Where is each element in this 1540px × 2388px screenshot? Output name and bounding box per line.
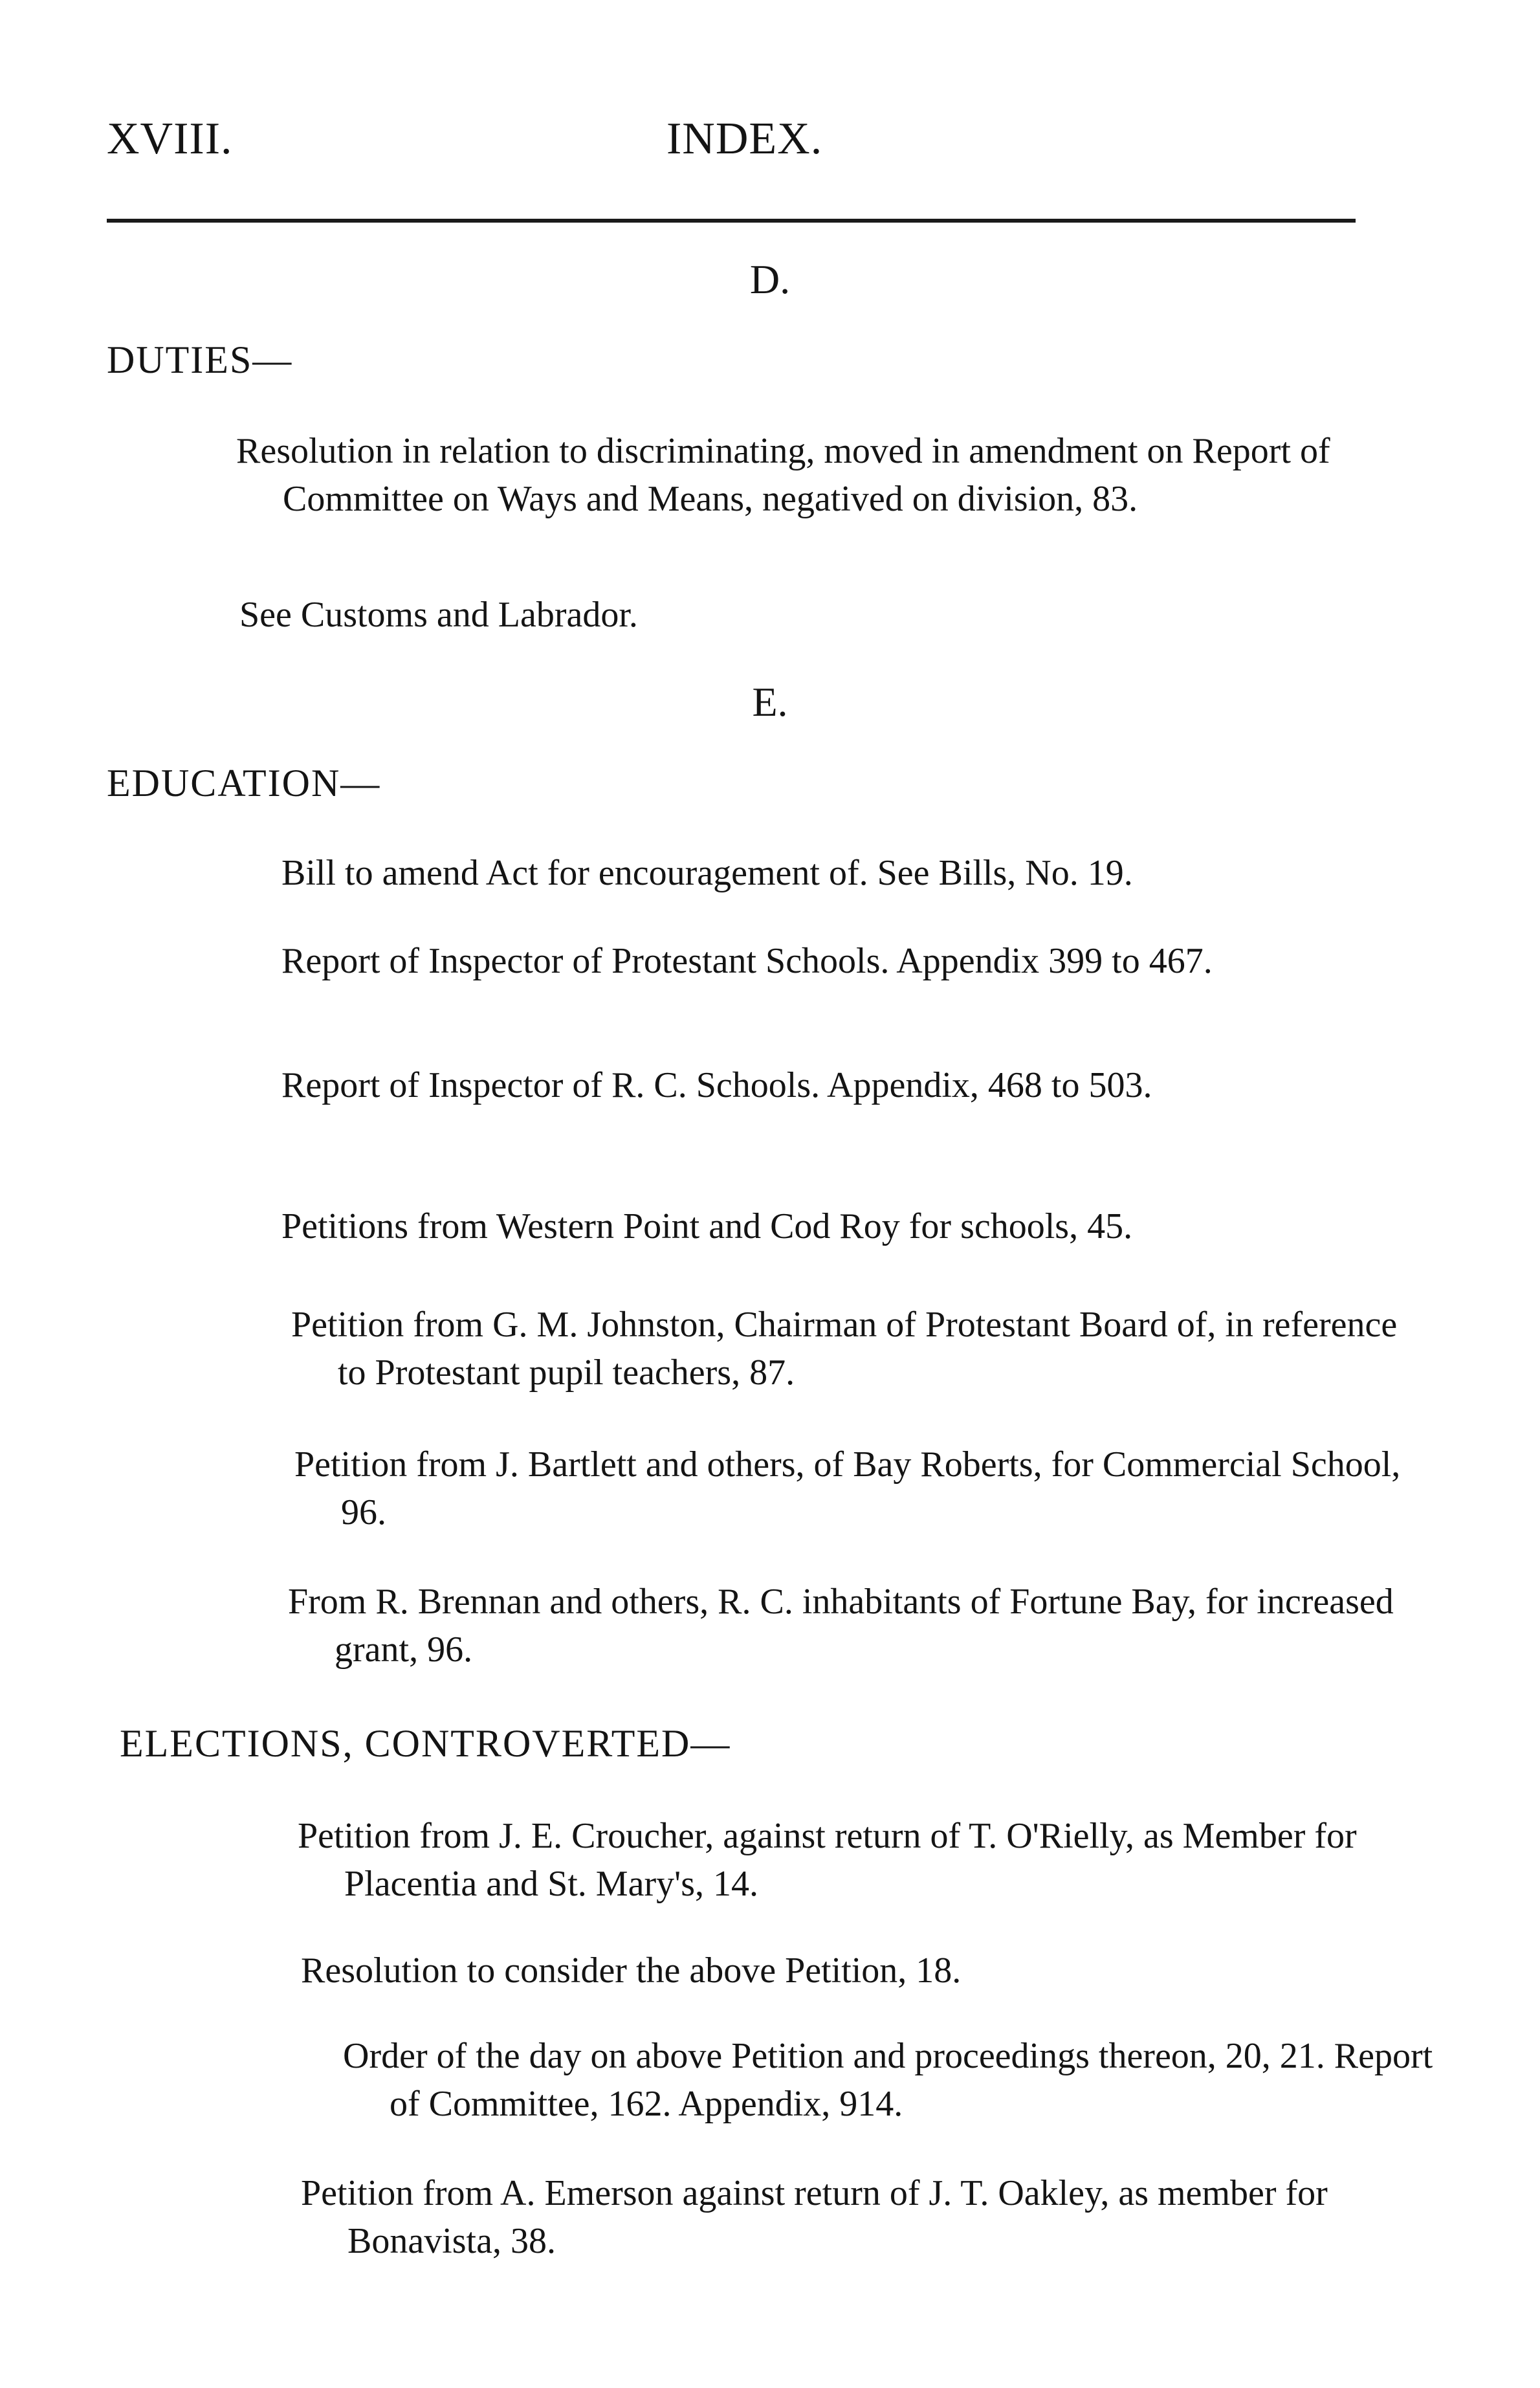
cross-reference: See Customs and Labrador. — [239, 595, 638, 635]
heading-elections-controverted: ELECTIONS, CONTROVERTED— — [120, 1722, 731, 1765]
section-letter-d: D. — [749, 256, 791, 302]
index-entry: Bill to amend Act for encouragement of. See Bills, No. 19. — [281, 853, 1133, 893]
running-title: INDEX. — [666, 114, 823, 164]
section-letter-e: E. — [752, 679, 788, 725]
index-entry: Petition from J. Bartlett and others, of Bay Roberts, for Commercial School, 96. — [294, 1444, 1401, 1532]
index-entry: Order of the day on above Petition and proceedings thereon, 20, 21. Report of Committee, 162. Appendix, 914. — [343, 2036, 1433, 2124]
page-number: XVIII. — [107, 114, 233, 164]
header-rule — [107, 219, 1356, 223]
index-entry: Petition from J. E. Croucher, against return of T. O'Rielly, as Member for Placentia and St. Mary's, 14. — [298, 1816, 1357, 1904]
heading-duties: DUTIES— — [107, 338, 293, 381]
index-entry: Petitions from Western Point and Cod Roy for schools, 45. — [281, 1206, 1133, 1246]
index-entry: Report of Inspector of R. C. Schools. Appendix, 468 to 503. — [281, 1065, 1152, 1105]
heading-education: EDUCATION— — [107, 762, 381, 804]
index-entry: From R. Brennan and others, R. C. inhabitants of Fortune Bay, for increased grant, 96. — [288, 1582, 1394, 1670]
index-entry: Report of Inspector of Protestant Schools. Appendix 399 to 467. — [281, 941, 1213, 981]
index-entry: Petition from A. Emerson against return of J. T. Oakley, as member for Bonavista, 38. — [301, 2173, 1328, 2261]
index-entry: Petition from G. M. Johnston, Chairman of Protestant Board of, in reference to Protestant pupil teachers, 87. — [291, 1305, 1398, 1393]
index-entry: Resolution in relation to discriminating, moved in amendment on Report of Committee on Ways and Means, negatived on division, 83. — [236, 431, 1330, 519]
index-entry: Resolution to consider the above Petition, 18. — [301, 1951, 962, 1991]
